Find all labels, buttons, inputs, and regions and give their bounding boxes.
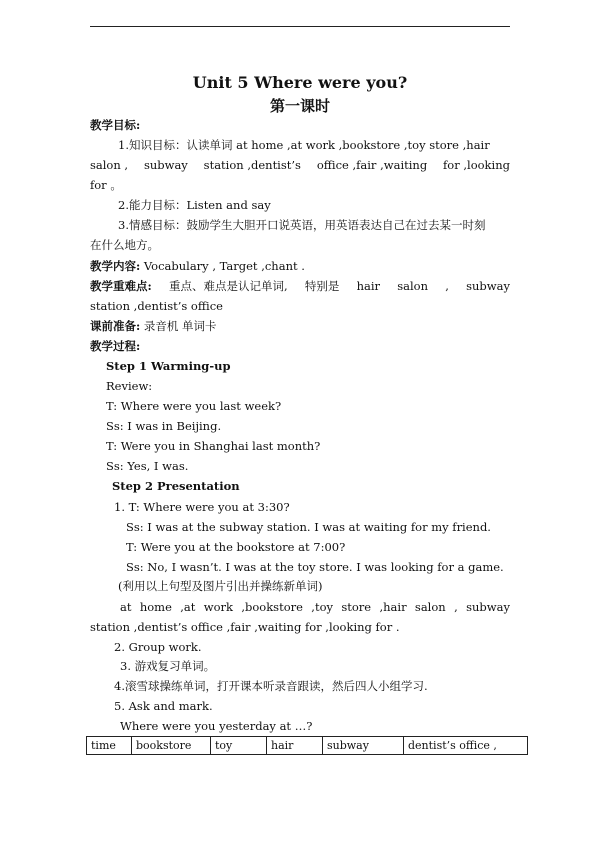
vocab-words-line2: station ,dentist’s office ,fair ,waiting for ,looking for . bbox=[90, 620, 400, 634]
preparation bbox=[90, 319, 217, 333]
step2-item2: 2. Group work. bbox=[114, 640, 202, 654]
prep-value: 录音机 单词卡 bbox=[143, 319, 217, 333]
knowledge-objective-line2 bbox=[90, 158, 510, 172]
dialogue-line: Ss: Yes, I was. bbox=[106, 459, 189, 473]
step1-review: Review: bbox=[106, 379, 153, 393]
word: subway bbox=[466, 600, 510, 614]
table-cell: time bbox=[87, 737, 132, 755]
word: 特别是 bbox=[304, 279, 340, 293]
knowledge-objective-line3: for 。 bbox=[90, 178, 122, 192]
word: at bbox=[120, 600, 132, 614]
step2-item3: 3. 游戏复习单词。 bbox=[120, 659, 216, 673]
word: ,at bbox=[180, 600, 196, 614]
step2-item5: 5. Ask and mark. bbox=[114, 699, 213, 713]
ability-objective: 2.能力目标：Listen and say bbox=[118, 198, 271, 212]
word: ,toy bbox=[311, 600, 333, 614]
word: , bbox=[454, 600, 458, 614]
word: salon , bbox=[90, 158, 129, 172]
word: for ,looking bbox=[443, 158, 510, 172]
knowledge-objective-line1: 1.知识目标：认读单词 at home ,at work ,bookstore ,toy store ,hair bbox=[118, 138, 490, 152]
dialogue-line: Ss: I was at the subway station. I was at waiting for my friend. bbox=[126, 520, 491, 534]
word: ,hair bbox=[379, 600, 407, 614]
step2-item1: 1. T: Where were you at 3:30? bbox=[114, 500, 290, 514]
content-label: 教学内容: bbox=[90, 259, 141, 273]
objectives-heading: 教学目标: bbox=[90, 118, 141, 132]
dialogue-line: T: Where were you last week? bbox=[106, 399, 282, 413]
table-cell: subway bbox=[323, 737, 404, 755]
word: salon bbox=[397, 279, 429, 293]
emotion-objective-line2: 在什么地方。 bbox=[90, 238, 159, 252]
page-subtitle: 第一课时 bbox=[269, 97, 330, 115]
word: store bbox=[341, 600, 372, 614]
dialogue-line: Ss: No, I wasn’t. I was at the toy store. I was looking for a game. bbox=[126, 560, 504, 574]
vocab-survey-table bbox=[86, 736, 528, 755]
key-points-line1 bbox=[90, 279, 510, 293]
word: 重点、难点是认记单词, bbox=[168, 279, 288, 293]
page-title: Unit 5 Where were you? bbox=[192, 73, 408, 92]
word: salon bbox=[414, 600, 446, 614]
table-row bbox=[87, 737, 528, 755]
step2-heading: Step 2 Presentation bbox=[112, 479, 240, 493]
word: subway bbox=[143, 158, 188, 172]
word: station ,dentist’s bbox=[203, 158, 301, 172]
table-cell: bookstore bbox=[132, 737, 211, 755]
word: , bbox=[445, 279, 449, 293]
key-points-line2: station ,dentist’s office bbox=[90, 299, 223, 313]
step1-heading: Step 1 Warming-up bbox=[106, 359, 231, 373]
header-rule bbox=[90, 26, 510, 27]
vocab-words-line1 bbox=[120, 600, 510, 614]
process-heading: 教学过程: bbox=[90, 339, 141, 353]
dialogue-line: T: Were you at the bookstore at 7:00? bbox=[126, 540, 346, 554]
teaching-content bbox=[90, 259, 305, 273]
table-cell: hair bbox=[267, 737, 323, 755]
dialogue-line: T: Were you in Shanghai last month? bbox=[106, 439, 321, 453]
word: subway bbox=[466, 279, 510, 293]
content-value: Vocabulary , Target ,chant . bbox=[143, 259, 305, 273]
word: office ,fair ,waiting bbox=[316, 158, 428, 172]
key-points-label: 教学重难点: bbox=[90, 279, 152, 293]
word: work bbox=[203, 600, 233, 614]
dialogue-line: Ss: I was in Beijing. bbox=[106, 419, 222, 433]
table-cell: toy bbox=[211, 737, 267, 755]
emotion-objective-line1: 3.情感目标：鼓励学生大胆开口说英语，用英语表达自己在过去某一时刻 bbox=[118, 218, 486, 232]
prep-label: 课前准备: bbox=[90, 319, 141, 333]
word: hair bbox=[356, 279, 381, 293]
table-cell: dentist’s office , bbox=[404, 737, 528, 755]
step2-item4: 4.滚雪球操练单词，打开课本听录音跟读，然后四人小组学习. bbox=[114, 679, 428, 693]
word: home bbox=[139, 600, 172, 614]
step2-note: (利用以上句型及图片引出并操练新单词) bbox=[118, 579, 323, 593]
step2-question: Where were you yesterday at …? bbox=[120, 719, 313, 733]
word: ,bookstore bbox=[241, 600, 303, 614]
